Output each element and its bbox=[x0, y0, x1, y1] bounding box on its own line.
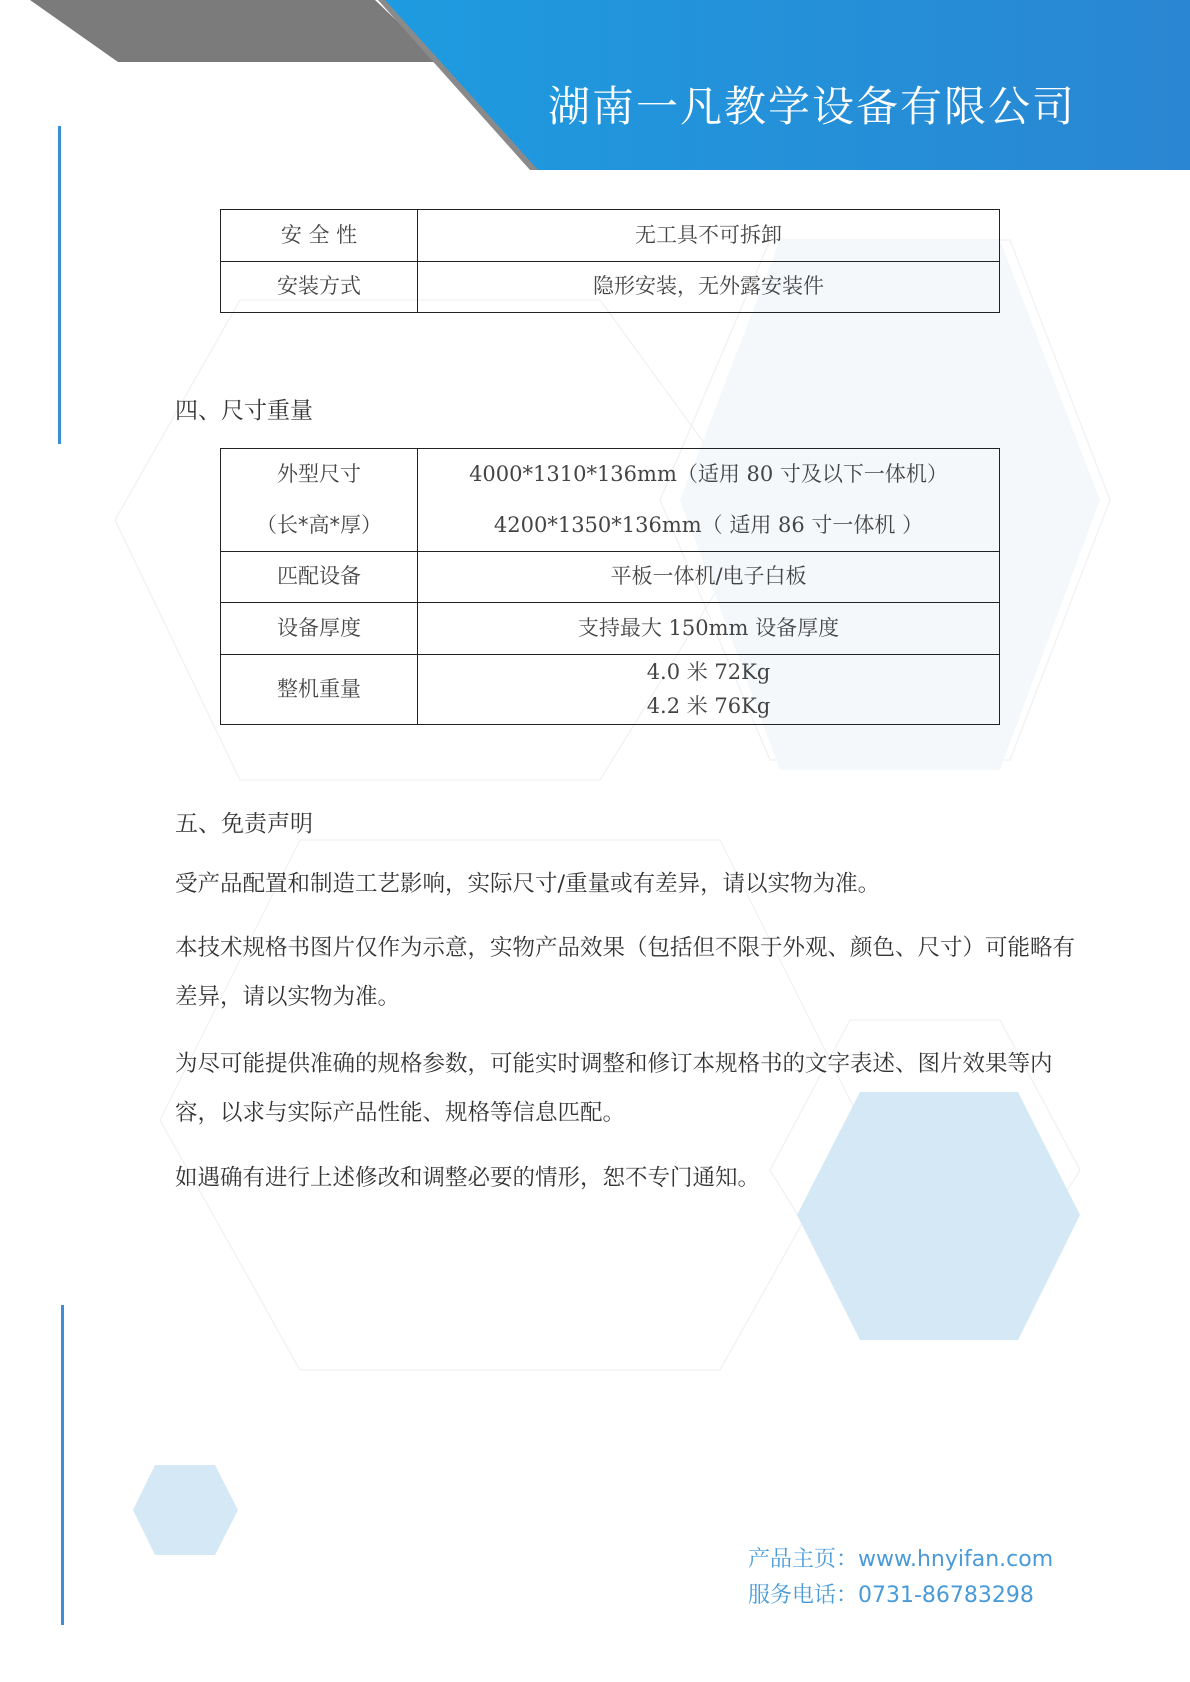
section-title: 四、尺寸重量 bbox=[175, 398, 313, 424]
size-value-line1: 4000*1310*136mm（适用 80 寸及以下一体机） bbox=[469, 461, 948, 486]
table-key: 安装方式 bbox=[221, 262, 418, 313]
section-title: 五、免责声明 bbox=[175, 811, 313, 837]
deco-hexagon-small bbox=[133, 1465, 238, 1555]
left-accent-line-top bbox=[58, 126, 61, 444]
weight-value-line1: 4.0 米 72Kg bbox=[646, 660, 771, 685]
header-gray-band bbox=[30, 0, 440, 62]
paragraph: 为尽可能提供准确的规格参数，可能实时调整和修订本规格书的文字表述、图片效果等内容，以求与实际产品性能、规格等信息匹配。 bbox=[175, 1051, 1053, 1126]
size-key-line2: （长*高*厚） bbox=[256, 513, 382, 537]
table-key: 安 全 性 bbox=[221, 210, 418, 262]
table-value: 支持最大 150mm 设备厚度 bbox=[418, 603, 1000, 655]
paragraph: 受产品配置和制造工艺影响，实际尺寸/重量或有差异，请以实物为准。 bbox=[175, 871, 881, 897]
paragraph: 本技术规格书图片仅作为示意，实物产品效果（包括但不限于外观、颜色、尺寸）可能略有差异，请以实物为准。 bbox=[175, 935, 1076, 1010]
size-value-line2: 4200*1350*136mm（ 适用 86 寸一体机 ） bbox=[493, 513, 924, 537]
footer-homepage: 产品主页：www.hnyifan.com bbox=[748, 1547, 1054, 1572]
spec-table-1 bbox=[220, 209, 1000, 313]
table-value: 隐形安装，无外露安装件 bbox=[418, 262, 1000, 313]
company-name: 湖南一凡教学设备有限公司 bbox=[548, 82, 1077, 131]
table-value bbox=[418, 655, 1000, 725]
table-value: 无工具不可拆卸 bbox=[418, 210, 1000, 262]
table-row bbox=[221, 449, 1000, 552]
table-row bbox=[221, 262, 1000, 313]
table-value: 平板一体机/电子白板 bbox=[418, 552, 1000, 603]
table-row bbox=[221, 552, 1000, 603]
table-value bbox=[418, 449, 1000, 552]
table-key: 整机重量 bbox=[221, 655, 418, 725]
weight-value-line2: 4.2 米 76Kg bbox=[646, 693, 771, 718]
table-row bbox=[221, 210, 1000, 262]
size-key-line1: 外型尺寸 bbox=[277, 461, 361, 486]
footer-phone: 服务电话：0731-86783298 bbox=[748, 1583, 1034, 1608]
table-key: 设备厚度 bbox=[221, 603, 418, 655]
left-accent-line-bottom bbox=[61, 1305, 64, 1625]
table-row bbox=[221, 655, 1000, 725]
table-key bbox=[221, 449, 418, 552]
table-row bbox=[221, 603, 1000, 655]
table-key: 匹配设备 bbox=[221, 552, 418, 603]
paragraph: 如遇确有进行上述修改和调整必要的情形，恕不专门通知。 bbox=[175, 1165, 761, 1191]
spec-table-2 bbox=[220, 448, 1000, 725]
